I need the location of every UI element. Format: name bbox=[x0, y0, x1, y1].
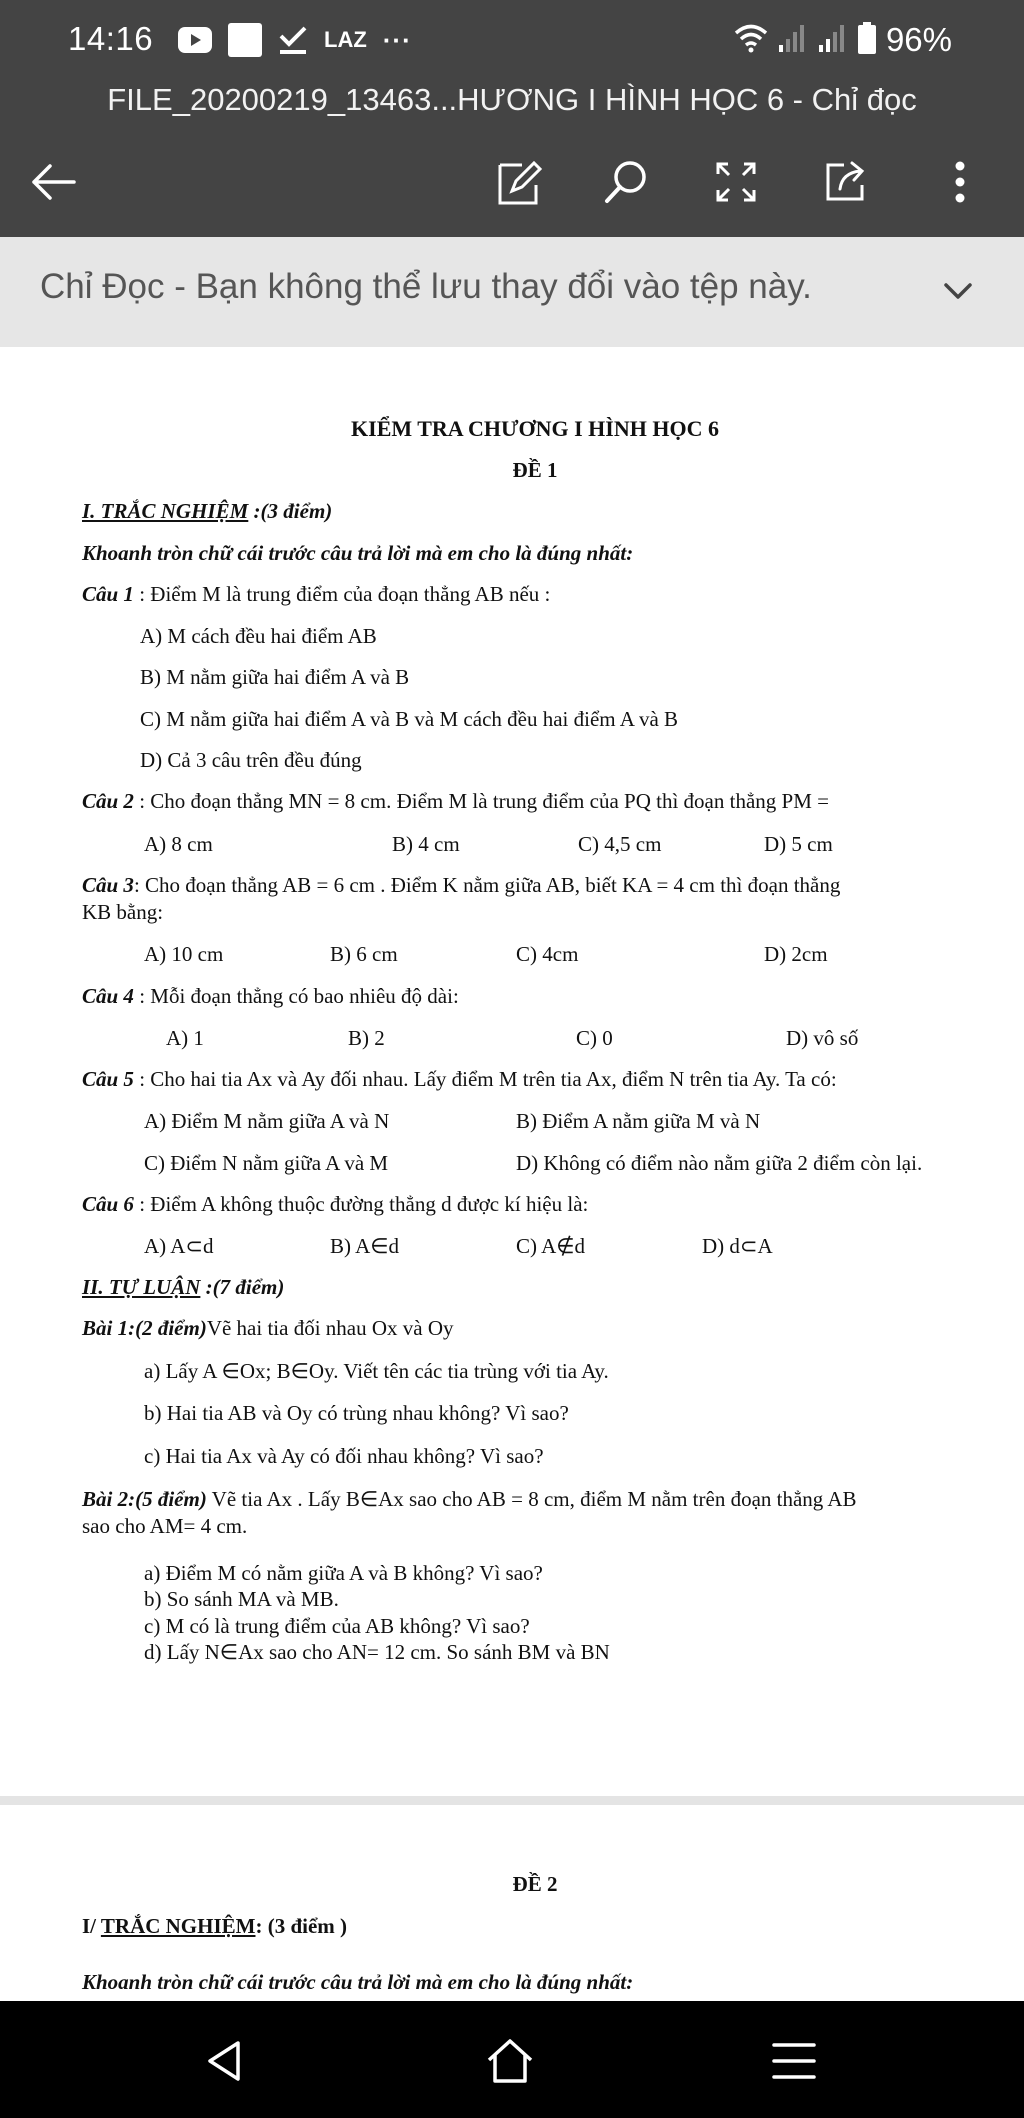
nav-recents-icon bbox=[772, 2041, 816, 2081]
q5-option-d: D) Không có điểm nào nằm giữa 2 điểm còn lại. bbox=[516, 1151, 923, 1175]
fullscreen-button[interactable] bbox=[706, 152, 766, 212]
q5-option-c: C) Điểm N nằm giữa A và M bbox=[144, 1151, 389, 1175]
download-done-icon bbox=[278, 23, 308, 57]
document-page[interactable] bbox=[0, 347, 1024, 2001]
q6-option-d: D) d⊂A bbox=[702, 1234, 773, 1258]
question-1 bbox=[82, 583, 550, 606]
share-icon bbox=[822, 159, 870, 205]
toolbar bbox=[0, 148, 1024, 214]
question-1-text: : Điểm M là trung điểm của đoạn thẳng AB nếu : bbox=[133, 582, 551, 606]
q5-option-b: B) Điểm A nằm giữa M và N bbox=[516, 1109, 761, 1133]
bai2-part-b: b) So sánh MA và MB. bbox=[144, 1587, 339, 1611]
bai2-part-c: c) M có là trung điểm của AB không? Vì sao? bbox=[144, 1614, 530, 1638]
nav-recents-button[interactable] bbox=[762, 2029, 826, 2093]
instruction: Khoanh tròn chữ cái trước câu trả lời mà em cho là đúng nhất: bbox=[82, 541, 634, 565]
system-nav-bar bbox=[0, 2001, 1024, 2118]
question-3-label: Câu 3 bbox=[82, 873, 134, 897]
q2-option-a: A) 8 cm bbox=[144, 832, 213, 856]
app-top-bar bbox=[0, 0, 1024, 237]
part2-heading: II. TỰ LUẬN bbox=[82, 1275, 201, 1299]
question-3-text-cont: KB bằng: bbox=[82, 900, 164, 924]
bai2-part-a: a) Điểm M có nằm giữa A và B không? Vì sao? bbox=[144, 1561, 543, 1585]
fullscreen-icon bbox=[714, 160, 758, 204]
search-button[interactable] bbox=[596, 152, 656, 212]
question-6 bbox=[82, 1193, 588, 1216]
battery-percentage: 96% bbox=[885, 21, 952, 58]
doc-title: KIỂM TRA CHƯƠNG I HÌNH HỌC 6 bbox=[351, 416, 719, 441]
banner-expand-button[interactable] bbox=[938, 271, 978, 311]
bai-1 bbox=[82, 1317, 454, 1340]
part1-points: :(3 điểm) bbox=[248, 499, 333, 523]
nav-back-button[interactable] bbox=[192, 2029, 256, 2093]
bai1-part-b: b) Hai tia AB và Oy có trùng nhau không? Vì sao? bbox=[144, 1401, 569, 1425]
question-5 bbox=[82, 1068, 837, 1091]
question-2-label: Câu 2 bbox=[82, 789, 134, 813]
q6-option-c: C) A∉d bbox=[516, 1234, 586, 1258]
q4-option-b: B) 2 bbox=[348, 1026, 385, 1050]
battery-icon bbox=[858, 22, 876, 59]
bai1-part-c: c) Hai tia Ax và Ay có đối nhau không? Vì sao? bbox=[144, 1444, 544, 1468]
page-separator bbox=[0, 1796, 1024, 1805]
chevron-down-icon bbox=[938, 271, 978, 311]
q4-option-c: C) 0 bbox=[576, 1026, 613, 1050]
more-notifications-icon: ··· bbox=[382, 24, 412, 55]
bai-2-text-cont: sao cho AM= 4 cm. bbox=[82, 1514, 248, 1538]
question-2-text: : Cho đoạn thẳng MN = 8 cm. Điểm M là trung điểm của PQ thì đoạn thẳng PM = bbox=[133, 789, 829, 813]
exam2-part1-heading: TRẮC NGHIỆM bbox=[100, 1914, 256, 1938]
part2-points: :(7 điểm) bbox=[200, 1275, 285, 1299]
nav-back-icon bbox=[204, 2039, 244, 2083]
search-icon bbox=[602, 158, 650, 206]
exam1-label: ĐỀ 1 bbox=[512, 458, 558, 482]
q1-option-c: C) M nằm giữa hai điểm A và B và M cách đều hai điểm A và B bbox=[140, 707, 679, 731]
wifi-icon bbox=[734, 23, 768, 58]
bai-1-label: Bài 1:(2 điểm) bbox=[82, 1316, 207, 1340]
edit-button[interactable] bbox=[490, 152, 550, 212]
part1-heading: I. TRẮC NGHIỆM bbox=[82, 499, 249, 523]
system-status-icons bbox=[734, 20, 952, 60]
q6-option-b: B) A∈d bbox=[330, 1234, 400, 1258]
question-2 bbox=[82, 790, 829, 813]
read-only-message: Chỉ Đọc - Bạn không thể lưu thay đổi vào tệp này. bbox=[40, 267, 812, 306]
question-4-label: Câu 4 bbox=[82, 984, 134, 1008]
question-4-text: : Mỗi đoạn thẳng có bao nhiêu độ dài: bbox=[133, 984, 459, 1008]
edit-pencil-icon bbox=[496, 157, 544, 207]
question-3 bbox=[82, 874, 840, 897]
q1-option-b: B) M nằm giữa hai điểm A và B bbox=[140, 665, 410, 689]
nav-home-button[interactable] bbox=[478, 2029, 542, 2093]
question-6-text: : Điểm A không thuộc đường thẳng d được kí hiệu là: bbox=[133, 1192, 589, 1216]
exam2-label: ĐỀ 2 bbox=[512, 1872, 558, 1896]
bai-1-text: Vẽ hai tia đối nhau Ox và Oy bbox=[206, 1316, 454, 1340]
share-button[interactable] bbox=[816, 152, 876, 212]
more-vertical-icon bbox=[954, 160, 966, 204]
q2-option-c: C) 4,5 cm bbox=[578, 832, 662, 856]
question-5-label: Câu 5 bbox=[82, 1067, 134, 1091]
nav-home-icon bbox=[485, 2038, 535, 2084]
youtube-icon bbox=[178, 27, 212, 53]
signal-icon-sim2 bbox=[818, 23, 848, 58]
q4-option-d: D) vô số bbox=[786, 1026, 859, 1050]
status-time: 14:16 bbox=[68, 20, 154, 57]
exam2-instruction: Khoanh tròn chữ cái trước câu trả lời mà em cho là đúng nhất: bbox=[82, 1970, 634, 1994]
q3-option-b: B) 6 cm bbox=[330, 942, 398, 966]
exam2-part1-points: : (3 điểm ) bbox=[255, 1914, 348, 1938]
q2-option-d: D) 5 cm bbox=[764, 832, 833, 856]
q3-option-c: C) 4cm bbox=[516, 942, 579, 966]
q6-option-a: A) A⊂d bbox=[144, 1234, 214, 1258]
back-arrow-icon bbox=[30, 162, 78, 202]
q1-option-a: A) M cách đều hai điểm AB bbox=[140, 624, 377, 648]
bai-2-label: Bài 2:(5 điểm) bbox=[82, 1487, 207, 1511]
file-title: FILE_20200219_13463...HƯƠNG I HÌNH HỌC 6 - Chỉ đọc bbox=[107, 82, 917, 117]
signal-icon-sim1 bbox=[778, 23, 808, 58]
part2-heading-line bbox=[82, 1276, 284, 1299]
question-5-text: : Cho hai tia Ax và Ay đối nhau. Lấy điểm M trên tia Ax, điểm N trên tia Ay. Ta có: bbox=[133, 1067, 837, 1091]
status-bar bbox=[0, 0, 1024, 80]
read-only-banner bbox=[0, 237, 1024, 347]
bai-2-text: Vẽ tia Ax . Lấy B∈Ax sao cho AB = 8 cm, điểm M nằm trên đoạn thẳng AB bbox=[206, 1487, 857, 1511]
q2-option-b: B) 4 cm bbox=[392, 832, 460, 856]
question-1-label: Câu 1 bbox=[82, 582, 134, 606]
exam2-part1-heading-line bbox=[82, 1915, 347, 1938]
exam2-part1-prefix: I/ bbox=[82, 1914, 101, 1938]
part1-heading-line bbox=[82, 500, 332, 523]
question-3-text: : Cho đoạn thẳng AB = 6 cm . Điểm K nằm giữa AB, biết KA = 4 cm thì đoạn thẳng bbox=[133, 873, 841, 897]
q3-option-a: A) 10 cm bbox=[144, 942, 224, 966]
lazada-icon: LAZ bbox=[324, 27, 367, 52]
q3-option-d: D) 2cm bbox=[764, 942, 828, 966]
q1-option-d: D) Cả 3 câu trên đều đúng bbox=[140, 748, 362, 772]
q5-option-a: A) Điểm M nằm giữa A và N bbox=[144, 1109, 390, 1133]
notification-icons bbox=[178, 22, 412, 58]
bai-2 bbox=[82, 1488, 857, 1511]
question-6-label: Câu 6 bbox=[82, 1192, 134, 1216]
q4-option-a: A) 1 bbox=[166, 1026, 204, 1050]
bai2-part-d: d) Lấy N∈Ax sao cho AN= 12 cm. So sánh BM và BN bbox=[144, 1640, 610, 1664]
app-notification-icon bbox=[228, 23, 262, 57]
back-button[interactable] bbox=[24, 152, 84, 212]
question-4 bbox=[82, 985, 459, 1008]
bai1-part-a: a) Lấy A ∈Ox; B∈Oy. Viết tên các tia trùng với tia Ay. bbox=[144, 1359, 609, 1383]
more-options-button[interactable] bbox=[930, 152, 990, 212]
